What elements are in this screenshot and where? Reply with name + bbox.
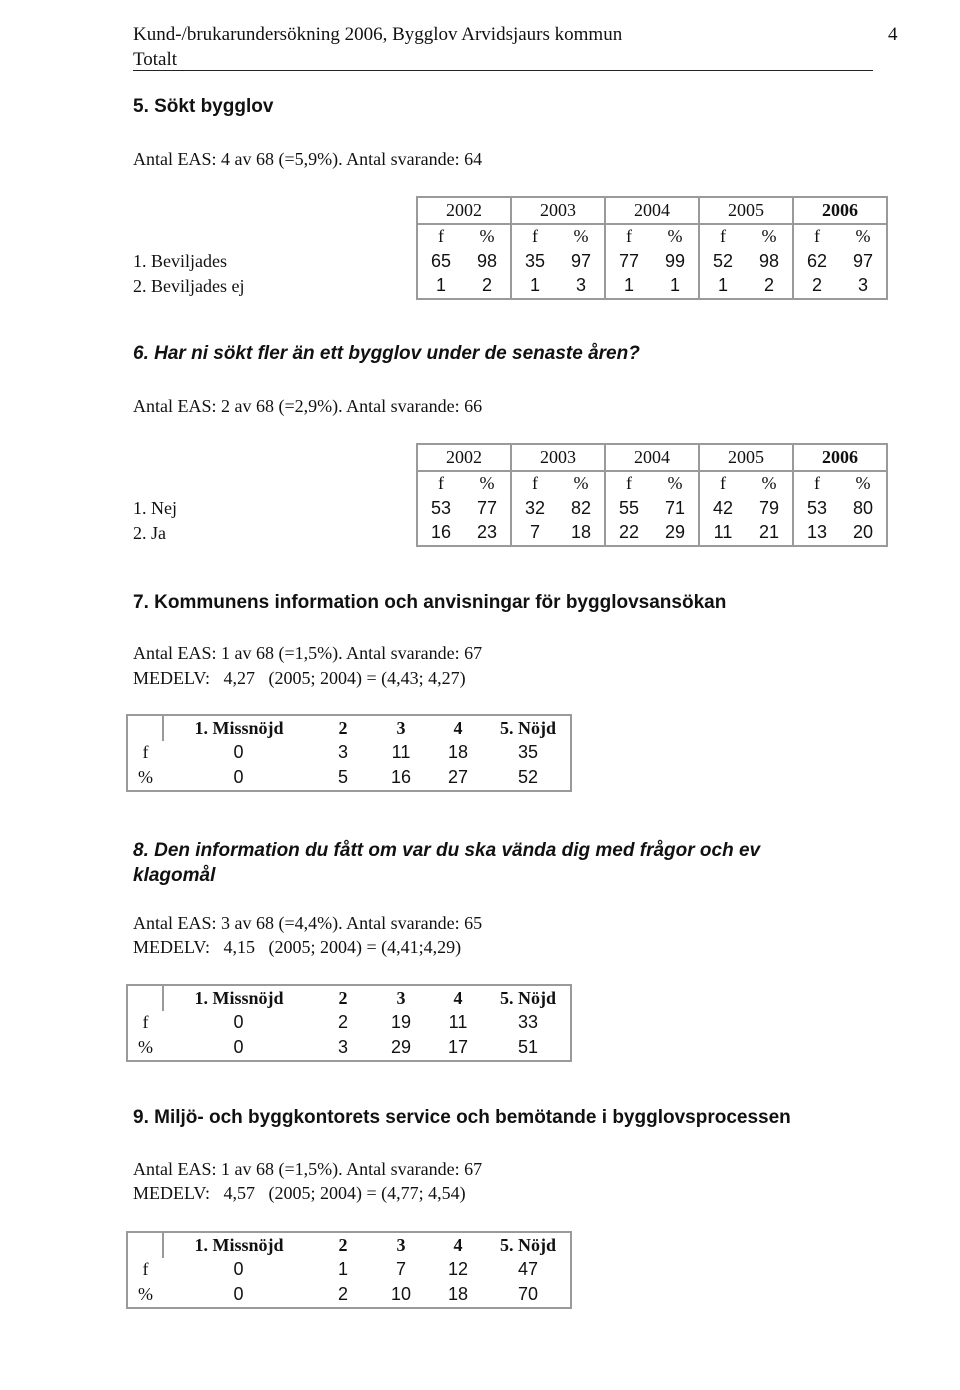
col-sub-header: f xyxy=(626,473,632,494)
col-sub-header: % xyxy=(746,224,793,250)
section-8-heading-line1: 8. Den information du fått om var du ska vända dig med frågor och ev xyxy=(133,840,761,861)
page-header xyxy=(133,22,622,72)
header-title: Kund-/brukarundersökning 2006, Bygglov Arvidsjaurs kommun xyxy=(133,24,623,45)
col-header: 5. Nöjd xyxy=(499,987,556,1008)
row-label: % xyxy=(138,766,153,787)
cell: 20 xyxy=(840,521,887,547)
cell: 2 xyxy=(337,1012,348,1033)
cell: 98 xyxy=(464,249,511,274)
row-label: 1. Nej xyxy=(133,497,177,518)
cell: 7 xyxy=(395,1259,406,1280)
col-sub-header: f xyxy=(417,471,464,497)
cell: 2 xyxy=(746,274,793,300)
table-row xyxy=(127,1258,571,1283)
section-7-heading: 7. Kommunens information och anvisningar för bygglovsansökan xyxy=(133,592,727,613)
year-header: 2004 xyxy=(605,197,699,224)
cell: 0 xyxy=(233,1012,244,1033)
cell: 99 xyxy=(652,249,699,274)
cell: 80 xyxy=(840,496,887,521)
cell: 52 xyxy=(712,250,734,271)
page-number: 4 xyxy=(888,24,898,45)
section-5-heading: 5. Sökt bygglov xyxy=(133,96,274,117)
cell: 7 xyxy=(511,521,558,547)
table-row xyxy=(127,765,571,791)
cell: 1 xyxy=(417,274,464,300)
cell: 51 xyxy=(517,1036,539,1057)
cell: 1 xyxy=(652,274,699,300)
header-subtitle: Totalt xyxy=(133,49,178,70)
cell: 1 xyxy=(699,274,746,300)
section-7-medel: MEDELV: 4,27 (2005; 2004) = (4,43; 4,27) xyxy=(133,668,466,688)
cell: 77 xyxy=(464,496,511,521)
year-header: 2002 xyxy=(417,444,511,471)
cell: 11 xyxy=(448,1012,468,1033)
table-row xyxy=(127,1011,571,1036)
row-label: 2. Beviljades ej xyxy=(133,275,245,296)
cell: 35 xyxy=(517,742,539,763)
cell: 2 xyxy=(337,1283,348,1304)
cell: 13 xyxy=(793,521,840,547)
year-header: 2004 xyxy=(605,444,699,471)
section-7-table xyxy=(126,714,572,792)
year-header: 2003 xyxy=(511,444,605,471)
cell: 18 xyxy=(558,521,605,547)
cell: 29 xyxy=(390,1036,412,1057)
cell: 0 xyxy=(233,766,244,787)
cell: 3 xyxy=(558,274,605,300)
col-header: 1. Missnöjd xyxy=(194,717,284,738)
section-8-heading-line2: klagomål xyxy=(133,865,216,886)
year-header: 2003 xyxy=(511,197,605,224)
cell: 77 xyxy=(618,250,640,271)
header-rule xyxy=(133,70,873,71)
cell: 98 xyxy=(746,249,793,274)
cell: 19 xyxy=(390,1012,412,1033)
table-row xyxy=(133,274,887,300)
cell: 53 xyxy=(417,496,464,521)
cell: 3 xyxy=(337,1036,348,1057)
year-header: 2002 xyxy=(417,197,511,224)
cell: 17 xyxy=(447,1036,469,1057)
cell: 3 xyxy=(840,274,887,300)
cell: 18 xyxy=(447,1283,469,1304)
col-sub-header: f xyxy=(532,226,538,247)
cell: 97 xyxy=(840,249,887,274)
year-header: 2005 xyxy=(699,197,793,224)
section-6-table xyxy=(133,443,888,547)
table-row xyxy=(127,1282,571,1308)
col-sub-header: % xyxy=(464,224,511,250)
table-row xyxy=(133,496,887,521)
col-sub-header: % xyxy=(652,224,699,250)
cell: 12 xyxy=(447,1259,469,1280)
cell: 29 xyxy=(652,521,699,547)
cell: 33 xyxy=(517,1012,539,1033)
cell: 10 xyxy=(390,1283,412,1304)
col-header: 3 xyxy=(396,717,406,738)
cell: 0 xyxy=(233,1036,244,1057)
col-header: 3 xyxy=(396,987,406,1008)
section-9-info: Antal EAS: 1 av 68 (=1,5%). Antal svarande: 67 xyxy=(133,1159,483,1179)
col-sub-header: f xyxy=(814,473,820,494)
row-label: f xyxy=(142,1012,149,1033)
cell: 16 xyxy=(390,766,412,787)
cell: 1 xyxy=(337,1259,348,1280)
col-header: 4 xyxy=(453,987,463,1008)
col-header: 3 xyxy=(396,1234,406,1255)
cell: 5 xyxy=(337,766,348,787)
col-header: 5. Nöjd xyxy=(499,717,556,738)
table-row xyxy=(127,741,571,766)
cell: 18 xyxy=(447,742,469,763)
col-sub-header: f xyxy=(626,226,632,247)
section-9-medel: MEDELV: 4,57 (2005; 2004) = (4,77; 4,54) xyxy=(133,1183,466,1203)
cell: 70 xyxy=(517,1283,539,1304)
col-sub-header: % xyxy=(652,471,699,497)
col-sub-header: f xyxy=(417,224,464,250)
year-header: 2006 xyxy=(793,197,887,224)
section-7-info: Antal EAS: 1 av 68 (=1,5%). Antal svarande: 67 xyxy=(133,643,483,663)
year-header: 2005 xyxy=(699,444,793,471)
col-sub-header: % xyxy=(840,224,887,250)
col-sub-header: % xyxy=(840,471,887,497)
cell: 27 xyxy=(447,766,469,787)
cell: 97 xyxy=(558,249,605,274)
section-8-heading xyxy=(133,838,760,888)
col-sub-header: f xyxy=(814,226,820,247)
cell: 0 xyxy=(233,1259,244,1280)
col-header: 2 xyxy=(338,1234,348,1255)
cell: 82 xyxy=(558,496,605,521)
section-9-table xyxy=(126,1231,572,1309)
cell: 3 xyxy=(337,742,348,763)
cell: 52 xyxy=(517,766,539,787)
cell: 0 xyxy=(233,742,244,763)
col-sub-header: % xyxy=(558,224,605,250)
col-sub-header: f xyxy=(532,473,538,494)
cell: 47 xyxy=(517,1259,539,1280)
section-5-info: Antal EAS: 4 av 68 (=5,9%). Antal svarande: 64 xyxy=(133,149,483,169)
section-8-info: Antal EAS: 3 av 68 (=4,4%). Antal svarande: 65 xyxy=(133,913,483,933)
table-row xyxy=(133,521,887,547)
table-row xyxy=(133,249,887,274)
col-header: 4 xyxy=(453,1234,463,1255)
col-sub-header: % xyxy=(746,471,793,497)
cell: 79 xyxy=(746,496,793,521)
col-header: 4 xyxy=(453,717,463,738)
cell: 71 xyxy=(652,496,699,521)
row-label: % xyxy=(138,1283,153,1304)
section-6-info: Antal EAS: 2 av 68 (=2,9%). Antal svarande: 66 xyxy=(133,396,483,416)
row-label: % xyxy=(138,1036,153,1057)
cell: 2 xyxy=(464,274,511,300)
col-header: 2 xyxy=(338,717,348,738)
section-5-table xyxy=(133,196,888,300)
cell: 1 xyxy=(605,274,652,300)
cell: 21 xyxy=(746,521,793,547)
col-sub-header: f xyxy=(720,226,726,247)
cell: 0 xyxy=(233,1283,244,1304)
col-sub-header: % xyxy=(558,471,605,497)
col-sub-header: % xyxy=(464,471,511,497)
table-row xyxy=(127,1035,571,1061)
cell: 22 xyxy=(605,521,652,547)
cell: 16 xyxy=(417,521,464,547)
cell: 65 xyxy=(417,249,464,274)
cell: 11 xyxy=(699,521,746,547)
col-header: 2 xyxy=(338,987,348,1008)
row-label: f xyxy=(142,742,149,763)
col-header: 1. Missnöjd xyxy=(194,1234,284,1255)
section-8-medel: MEDELV: 4,15 (2005; 2004) = (4,41;4,29) xyxy=(133,937,462,957)
cell: 42 xyxy=(712,497,734,518)
cell: 1 xyxy=(511,274,558,300)
cell: 23 xyxy=(464,521,511,547)
col-sub-header: f xyxy=(720,473,726,494)
col-header: 5. Nöjd xyxy=(499,1234,556,1255)
year-header: 2006 xyxy=(793,444,887,471)
row-label: 1. Beviljades xyxy=(133,250,227,271)
section-9-heading: 9. Miljö- och byggkontorets service och bemötande i bygglovsprocessen xyxy=(133,1107,791,1128)
cell: 53 xyxy=(806,497,828,518)
col-header: 1. Missnöjd xyxy=(194,987,284,1008)
cell: 2 xyxy=(793,274,840,300)
cell: 55 xyxy=(618,497,640,518)
row-label: f xyxy=(142,1259,149,1280)
section-6-heading: 6. Har ni sökt fler än ett bygglov under de senaste åren? xyxy=(133,343,640,364)
cell: 62 xyxy=(806,250,828,271)
cell: 11 xyxy=(391,742,411,763)
section-8-table xyxy=(126,984,572,1062)
row-label: 2. Ja xyxy=(133,522,166,543)
cell: 32 xyxy=(524,497,546,518)
cell: 35 xyxy=(524,250,546,271)
